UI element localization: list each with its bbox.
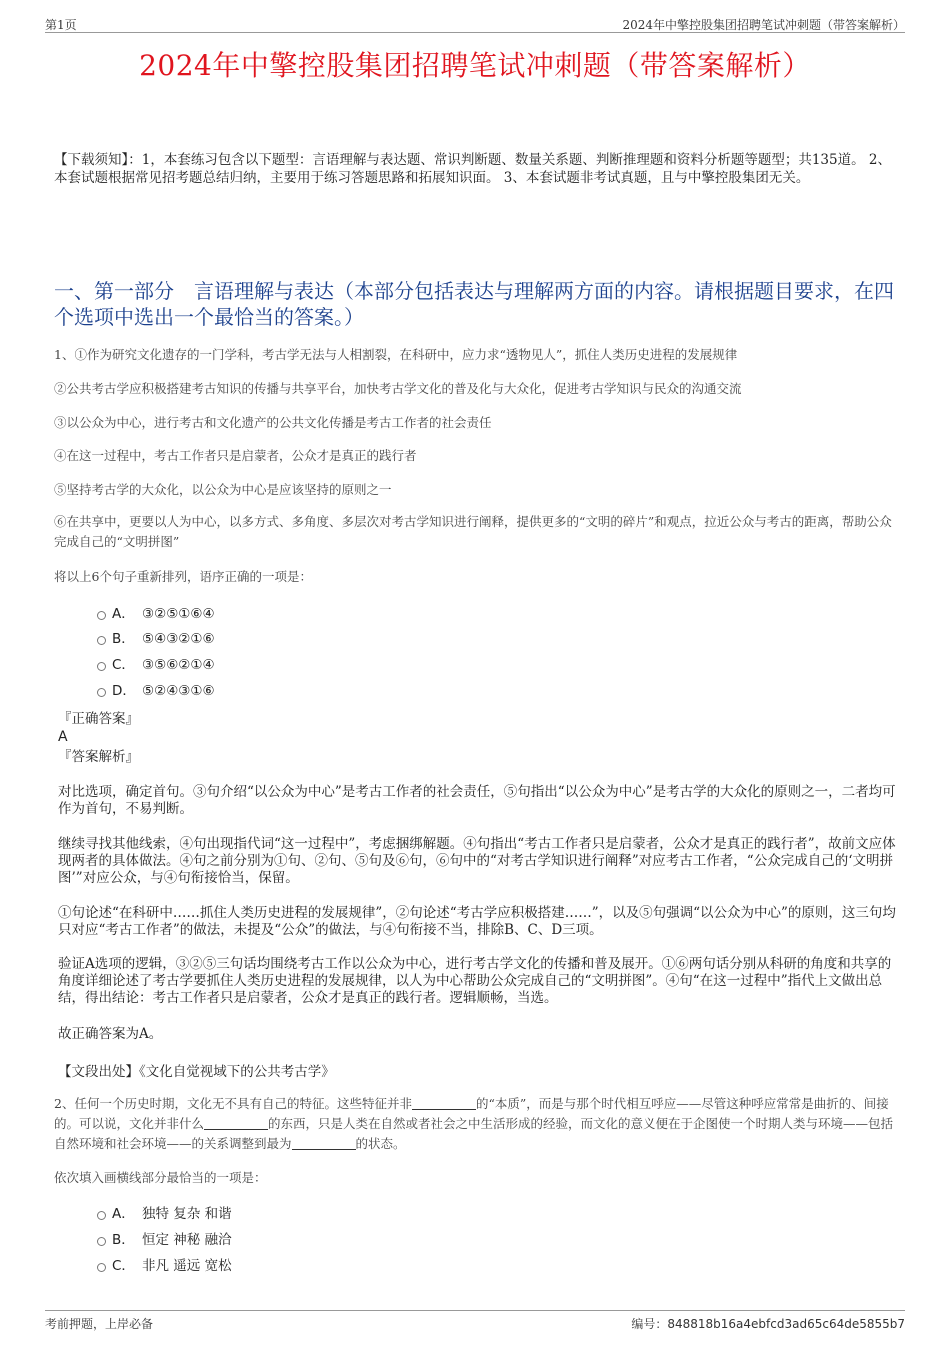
analysis-paragraph-2: 继续寻找其他线索，④句出现指代词“这一过程中”，考虑捆绑解题。④句指出“考古工作者只是启蒙者，公众才是真正的践行者”，故前文应体现两者的具体做法。④句之前分别为①句、②句、⑤句及⑥句，⑥句中的“对考古学知识进行阐释”对应考古工作者，“公众完成自己的‘文明拼图’”对应公众，与④句衔接恰当，保留。 bbox=[58, 836, 896, 886]
download-notice: 【下载须知】：1，本套练习包含以下题型：言语理解与表达题、常识判断题、数量关系题、判断推理题和资料分析题等题型；共135道。 2、本套试题根据常见招考题总结归纳，主要用于练习答题思路和拓展知识面。 3、本套试题非考试真题，且与中擎控股集团无关。 bbox=[54, 152, 891, 186]
q1-sentence-4: ④在这一过程中，考古工作者只是启蒙者，公众才是真正的践行者 bbox=[54, 448, 417, 463]
option-text: 非凡 遥远 宽松 bbox=[142, 1258, 232, 1274]
analysis-paragraph-1: 对比选项，确定首句。③句介绍“以公众为中心”是考古工作者的社会责任，⑤句指出“以公众为中心”是考古学的大众化的原则之一，二者均可作为首句，不易判断。 bbox=[58, 784, 896, 817]
radio-icon[interactable] bbox=[97, 636, 106, 645]
radio-icon[interactable] bbox=[97, 1263, 106, 1272]
option-letter: C． bbox=[112, 1258, 135, 1274]
option-letter: B． bbox=[112, 631, 135, 647]
answer-value: A bbox=[58, 729, 68, 745]
option-text: 独特 复杂 和谐 bbox=[142, 1206, 232, 1222]
header-doc-title: 2024年中擎控股集团招聘笔试冲刺题（带答案解析） bbox=[622, 18, 905, 32]
document-title: 2024年中擎控股集团招聘笔试冲刺题（带答案解析） bbox=[139, 49, 811, 82]
radio-icon[interactable] bbox=[97, 1211, 106, 1220]
q2-prompt: 依次填入画横线部分最恰当的一项是： bbox=[54, 1170, 267, 1185]
passage-source: 【文段出处】《文化自觉视域下的公共考古学》 bbox=[58, 1064, 335, 1080]
option-text: ③②⑤①⑥④ bbox=[142, 606, 215, 622]
blank-line bbox=[292, 1137, 356, 1150]
q2-option-c[interactable] bbox=[97, 1256, 232, 1276]
page-header bbox=[45, 14, 905, 33]
answer-label: 『正确答案』 bbox=[58, 711, 139, 727]
option-text: ③⑤⑥②①④ bbox=[142, 657, 215, 673]
option-letter: B． bbox=[112, 1232, 135, 1248]
analysis-label: 『答案解析』 bbox=[58, 749, 139, 765]
q1-sentence-3: ③以公众为中心，进行考古和文化遗产的公共文化传播是考古工作者的社会责任 bbox=[54, 415, 492, 430]
q2-stem-part-2: 的“本质”，而是与那个时代相互呼应——尽管这种呼应常常是曲折的、间接的。可以说，文化并非什么 bbox=[54, 1096, 889, 1131]
q2-stem-part-1: 2、任何一个历史时期，文化无不具有自己的特征。这些特征并非 bbox=[54, 1096, 412, 1111]
q1-sentence-5: ⑤坚持考古学的大众化，以公众为中心是应该坚持的原则之一 bbox=[54, 482, 392, 497]
option-letter: C． bbox=[112, 657, 135, 673]
page-footer bbox=[45, 1310, 905, 1329]
analysis-paragraph-3: ①句论述“在科研中……抓住人类历史进程的发展规律”，②句论述“考古学应积极搭建……”，以及⑤句强调“以公众为中心”的原则，这三句均只对应“考古工作者”的做法，未提及“公众”的做法，与④句衔接不当，排除B、C、D三项。 bbox=[58, 905, 896, 938]
analysis-paragraph-4: 验证A选项的逻辑，③②⑤三句话均围绕考古工作以公众为中心，进行考古学文化的传播和普及展开。①⑥两句话分别从科研的角度和共享的角度详细论述了考古学要抓住人类历史进程的发展规律，以人为中心帮助公众完成自己的“文明拼图”。④句“在这一过程中”指代上文做出总结，得出结论：考古工作者只是启蒙者，公众才是真正的践行者。逻辑顺畅，当选。 bbox=[58, 956, 892, 1006]
blank-line bbox=[204, 1117, 268, 1130]
page-number: 第1页 bbox=[45, 18, 77, 32]
radio-icon[interactable] bbox=[97, 611, 106, 620]
q2-stem bbox=[54, 1094, 899, 1154]
option-text: ⑤②④③①⑥ bbox=[142, 683, 215, 699]
q1-prompt: 将以上6个句子重新排列，语序正确的一项是： bbox=[54, 569, 312, 584]
q2-stem-part-4: 的状态。 bbox=[355, 1136, 406, 1151]
analysis-conclusion: 故正确答案为A。 bbox=[58, 1026, 163, 1042]
option-letter: D． bbox=[112, 683, 136, 699]
option-text: 恒定 神秘 融洽 bbox=[142, 1232, 232, 1248]
q2-stem-part-3: 的东西，只是人类在自然或者社会之中生活形成的经验，而文化的意义便在于企图使一个时期人类与环境——包括自然环境和社会环境——的关系调整到最为 bbox=[54, 1116, 894, 1151]
option-letter: A． bbox=[112, 606, 135, 622]
radio-icon[interactable] bbox=[97, 662, 106, 671]
option-text: ⑤④③②①⑥ bbox=[142, 631, 215, 647]
footer-code bbox=[631, 1315, 905, 1332]
section-title: 一、第一部分 言语理解与表达（本部分包括表达与理解两方面的内容。请根据题目要求，在四个选项中选出一个最恰当的答案。） bbox=[54, 279, 894, 329]
q1-option-a[interactable] bbox=[97, 604, 215, 624]
q2-option-b[interactable] bbox=[97, 1230, 232, 1250]
q1-option-b[interactable] bbox=[97, 629, 215, 649]
option-letter: A． bbox=[112, 1206, 135, 1222]
q2-option-a[interactable] bbox=[97, 1204, 232, 1224]
q1-sentence-2: ②公共考古学应积极搭建考古知识的传播与共享平台，加快考古学文化的普及化与大众化，促进考古学知识与民众的沟通交流 bbox=[54, 381, 742, 396]
footer-slogan: 考前押题，上岸必备 bbox=[45, 1317, 154, 1331]
radio-icon[interactable] bbox=[97, 688, 106, 697]
blank-line bbox=[412, 1097, 476, 1110]
radio-icon[interactable] bbox=[97, 1237, 106, 1246]
code-value: 848818b16a4ebfcd3ad65c64de5855b7 bbox=[667, 1317, 905, 1331]
code-label: 编号： bbox=[631, 1317, 668, 1331]
q1-option-c[interactable] bbox=[97, 655, 215, 675]
q1-sentence-1: 1、①作为研究文化遗存的一门学科，考古学无法与人相割裂，在科研中，应力求“透物见人”，抓住人类历史进程的发展规律 bbox=[54, 347, 738, 362]
q1-sentence-6: ⑥在共享中，更要以人为中心，以多方式、多角度、多层次对考古学知识进行阐释，提供更多的“文明的碎片”和观点，拉近公众与考古的距离，帮助公众完成自己的“文明拼图” bbox=[54, 514, 892, 549]
q1-option-d[interactable] bbox=[97, 681, 215, 701]
